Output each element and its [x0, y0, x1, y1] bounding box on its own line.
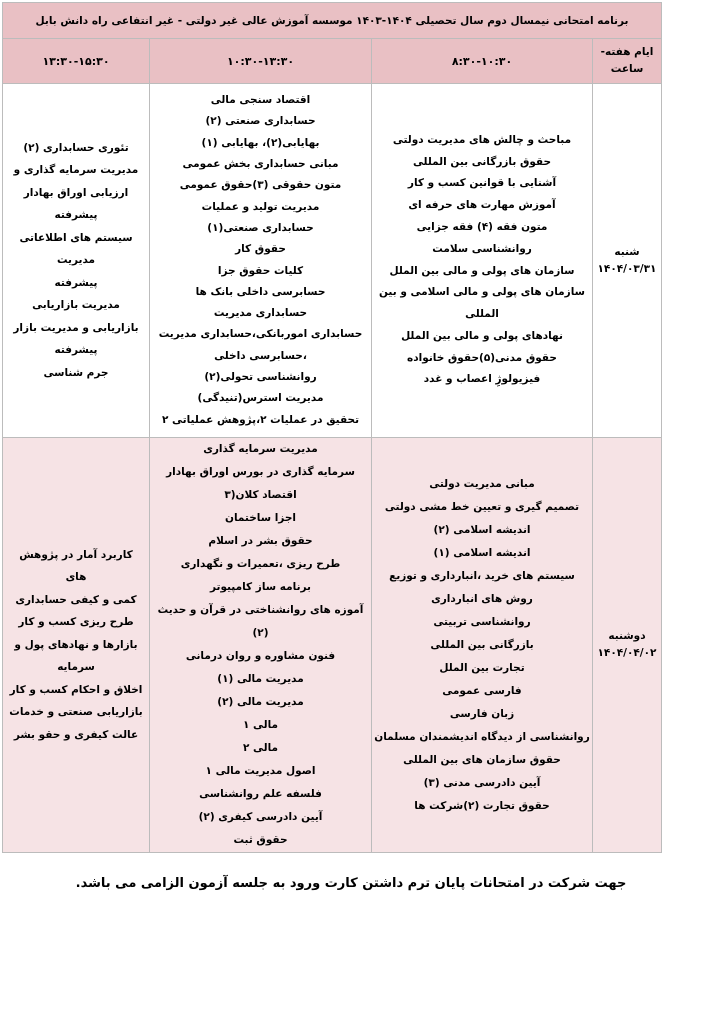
course-item: مباحث و چالش های مدیریت دولتی	[392, 133, 572, 146]
course-item: حقوق بازرگانی بین المللی	[412, 155, 552, 168]
slot-cell	[3, 438, 150, 853]
course-item: مدیریت سرمایه گذاری و	[13, 164, 139, 177]
course-item: آموزش مهارت های حرفه ای	[408, 199, 556, 212]
course-item: اقتصاد سنجی مالی	[210, 94, 311, 107]
course-item: مدیریت بازاریابی	[32, 299, 120, 312]
course-item: حقوق کار	[235, 243, 286, 256]
course-item: آیین دادرسی مدنی (۳)	[423, 776, 541, 789]
exam-schedule-table	[2, 2, 662, 853]
course-item: ارزیابی اوراق بهادار پیشرفته	[23, 186, 129, 222]
course-item: حقوق تجارت (۲)شرکت ها	[414, 799, 550, 812]
schedule-title: برنامه امتحانی نیمسال دوم سال تحصیلی ۱۴۰۴-۱۴۰۳ موسسه آموزش عالی غیر دولتی - غیر انتفاعی راه دانش بابل	[3, 3, 662, 39]
course-item: روانشناسی تحولی(۲)	[204, 370, 317, 383]
slot-header-2: ۱۰:۳۰-۱۳:۳۰	[150, 39, 372, 84]
course-item: سیستم های خرید ،انبارداری و توزیع	[389, 569, 575, 582]
course-item: پیشرفته	[54, 276, 98, 289]
course-item: روانشناسی سلامت	[432, 242, 532, 255]
course-item: زبان فارسی	[449, 707, 515, 720]
course-item: پیشرفته	[54, 344, 98, 357]
slot-header-1: ۸:۳۰-۱۰:۳۰	[372, 39, 593, 84]
course-item: اصول مدیریت مالی ۱	[205, 765, 316, 777]
course-item: طرح ریزی کسب و کار	[18, 616, 134, 629]
course-item: بازارها و نهادهای پول و سرمایه	[14, 638, 138, 674]
course-item: اجزا ساختمان	[224, 512, 297, 524]
slot-cell	[3, 84, 150, 438]
course-item: کاربرد آمار در پژوهش های	[19, 548, 133, 584]
course-item: آشنایی با قوانین کسب و کار	[407, 177, 557, 190]
course-item: روش های انبارداری	[431, 592, 533, 605]
course-item: بازرگانی بین المللی	[430, 638, 534, 651]
time-header-label: ساعت	[610, 63, 644, 75]
course-item: حقوق بشر در اسلام	[208, 535, 313, 547]
course-item: تحقیق در عملیات ۲،پژوهش عملیاتی ۲	[161, 413, 360, 426]
course-item: کمی و کیفی حسابداری	[15, 593, 137, 606]
course-item: نهادهای پولی و مالی بین الملل	[401, 329, 563, 342]
course-item: حسابرسی داخلی بانک ها	[195, 285, 326, 298]
course-item: کلیات حقوق جزا	[217, 264, 304, 277]
course-item: تجارت بین الملل	[439, 661, 525, 674]
day-name: دوشنبه	[608, 630, 646, 642]
course-item: آموزه های روانشناختی در قرآن و حدیث (۲)	[157, 604, 364, 639]
course-item: سازمان های پولی و مالی اسلامی و بین المللی	[378, 286, 585, 321]
day-row-saturday	[3, 84, 662, 438]
header-row	[3, 39, 662, 84]
course-item: حسابداری اموربانکی،حسابداری مدیریت	[158, 328, 363, 341]
course-list	[372, 130, 592, 392]
course-item: فارسی عمومی	[442, 684, 522, 697]
day-name: شنبه	[614, 245, 640, 258]
course-item: مدیریت استرس(تنیدگی)	[197, 392, 324, 405]
day-cell	[593, 438, 662, 853]
course-list	[3, 544, 149, 747]
course-item: حسابداری صنعتی(۱)	[207, 221, 314, 234]
course-item: طرح ریزی ،تعمیرات و نگهداری	[180, 558, 341, 570]
course-item: بازاریابی صنعتی و خدمات	[9, 706, 143, 719]
course-item: بهایابی(۲)، بهایابی (۱)	[201, 136, 320, 149]
slot-cell	[372, 84, 593, 438]
course-item: تصمیم گیری و تعیین خط مشی دولتی	[384, 500, 580, 513]
course-list	[372, 473, 592, 818]
course-item: مالی ۱	[242, 719, 279, 731]
course-item: مدیریت مالی (۲)	[217, 696, 304, 708]
slot-cell	[150, 438, 372, 853]
course-list	[3, 137, 149, 385]
course-item: حسابداری صنعتی (۲)	[205, 115, 316, 128]
course-item: سازمان های پولی و مالی بین الملل	[389, 264, 575, 277]
course-item: جرم شناسی	[43, 366, 109, 379]
course-item: مدیریت سرمایه گذاری	[203, 443, 318, 455]
course-item: برنامه ساز کامپیوتر	[209, 581, 312, 593]
day-cell	[593, 84, 662, 438]
exam-schedule-sheet	[2, 2, 661, 853]
course-item: اقتصاد کلان(۳	[224, 489, 297, 501]
course-item: اندیشه اسلامی (۱)	[433, 546, 531, 559]
course-item: فلسفه علم روانشناسی	[199, 788, 322, 800]
slot-cell	[150, 84, 372, 438]
course-item: حقوق مدنی(۵)حقوق خانواده	[407, 351, 557, 364]
course-item: عالت کیفری و حقو بشر	[13, 728, 139, 741]
course-item: مبانی حسابداری بخش عمومی	[182, 158, 339, 171]
course-item: بازاریابی و مدیریت بازار	[13, 321, 139, 334]
day-date: ۱۴۰۴/۰۴/۰۲	[597, 647, 657, 659]
slot-header-3: ۱۳:۳۰-۱۵:۳۰	[3, 39, 150, 84]
day-header-label: ایام هفته-	[600, 46, 654, 58]
day-time-header	[593, 39, 662, 84]
course-item: سیستم های اطلاعاتی مدیریت	[19, 231, 133, 267]
course-item: متون حقوقی (۳)حقوق عمومی	[179, 179, 342, 192]
course-item: آیین دادرسی کیفری (۲)	[198, 811, 323, 823]
course-item: روانشناسی تربیتی	[433, 615, 531, 628]
course-item: مبانی مدیریت دولتی	[429, 477, 535, 490]
footer-note: جهت شرکت در امتحانات پایان ترم داشتن کارت ورود به جلسه آزمون الزامی می باشد.	[75, 876, 627, 891]
slot-cell	[372, 438, 593, 853]
course-item: مدیریت تولید و عملیات	[201, 200, 320, 213]
course-item: مالی ۲	[242, 742, 279, 754]
course-item: تئوری حسابداری (۲)	[23, 141, 129, 154]
course-item: اخلاق و احکام کسب و کار	[9, 683, 143, 696]
day-row-monday	[3, 438, 662, 853]
course-item: فنون مشاوره و روان درمانی	[185, 650, 336, 662]
course-item: روانشناسی از دیدگاه اندیشمندان مسلمان	[374, 730, 590, 743]
day-date: ۱۴۰۴/۰۳/۳۱	[597, 262, 657, 275]
course-item: سرمایه گذاری در بورس اوراق بهادار	[166, 466, 355, 478]
course-list	[150, 438, 371, 852]
title-row	[3, 3, 662, 39]
course-item: فیزیولوژِ اعصاب و غدد	[423, 373, 541, 386]
course-item: حسابداری مدیریت	[213, 307, 308, 320]
course-item: ،حسابرسی داخلی	[214, 349, 307, 362]
course-item: اندیشه اسلامی (۲)	[433, 523, 531, 536]
course-item: مدیریت مالی (۱)	[217, 673, 304, 685]
course-item: حقوق سازمان های بین المللی	[403, 753, 561, 766]
course-list	[150, 90, 371, 431]
course-item: حقوق ثبت	[233, 834, 288, 846]
course-item: متون فقه (۴) فقه جزایی	[416, 220, 548, 233]
